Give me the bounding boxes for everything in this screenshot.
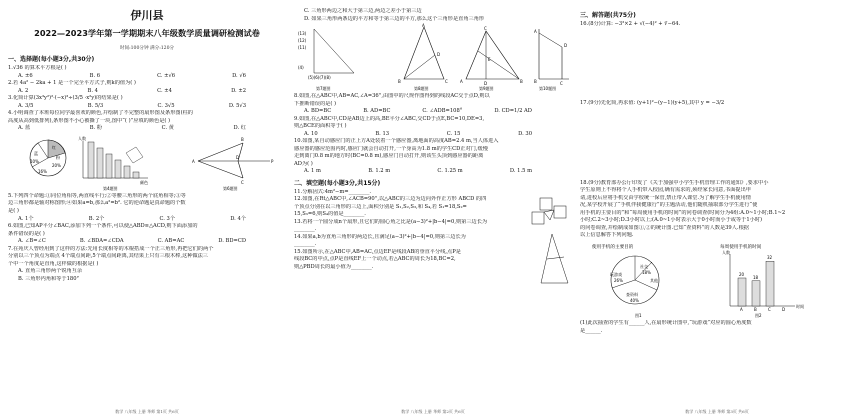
q18-line5: 用手机的主要目的”和“每周使用手机的时间”的问卷调查(时间分为4组:A.0~1小时;B.1~2 xyxy=(580,209,786,216)
q5-options xyxy=(8,216,286,224)
point-label: C xyxy=(445,79,448,85)
bar xyxy=(133,172,139,178)
bar xyxy=(88,142,94,178)
q5: 5.下列四个命题:①同位角相等,两直线平行;②等腰三角形的两个底角相等;③等 xyxy=(8,192,186,199)
q10-line2: 感应器的感应范围内时,感应门就会自动打开,一个身高为1.8 m的学生CD正对门,缓慢 xyxy=(294,145,488,152)
option: A. BD=BC xyxy=(304,108,332,115)
q15-line3: 则△PBD周长的最小值为________. xyxy=(294,263,374,270)
bar-ylabel: 人数 xyxy=(722,250,730,255)
option: B. 13 xyxy=(375,130,390,137)
exam-title: 2022—2023学年第一学期期末八年级数学质量调研检测试卷 xyxy=(34,27,260,38)
option: D. 1.5 m xyxy=(509,168,532,175)
q14: 14.如果a,b为直角三角形的两边长,且满足(a−3)²+|b−4|=0,则第三边长为 xyxy=(294,233,466,240)
option: D. 5√3 xyxy=(228,102,246,109)
point-label: D xyxy=(236,154,240,160)
page-footer: 数学 八年级 上册 华师 第3页 共6页 xyxy=(685,409,749,415)
point-label: B xyxy=(398,79,401,85)
option: B. 4 xyxy=(87,87,98,94)
fig1-caption: 图1 xyxy=(635,313,642,318)
q4: 4.小明调查了本班每位同学最喜欢的颜色,并绘制了不完整的扇形图及条形图(柱的 xyxy=(8,110,193,117)
fig10-caption: 第10题图 xyxy=(539,86,557,92)
option: B. 粉 xyxy=(89,125,103,132)
q18-figures xyxy=(580,240,854,320)
section-answer: 三、解答题(共75分) xyxy=(580,12,636,19)
q18-line6: 小时;C.2~3小时;D.3小时以上;(A.0~1小时表示大于0小时而小于或等于1小时) xyxy=(580,217,763,224)
option: C. 3√5 xyxy=(157,102,175,109)
knot-label: (13) xyxy=(298,31,307,37)
option: D. 4个 xyxy=(230,215,246,222)
q4-options xyxy=(8,125,286,133)
q8-line2: 下推断错误的是( ) xyxy=(294,100,337,107)
section-fill: 二、填空题(每小题3分,共15分) xyxy=(294,179,381,187)
q6-options xyxy=(8,238,286,246)
chart1-title: 使用手机的主要目的 xyxy=(592,245,634,250)
bar-value-label: 20 xyxy=(739,272,745,277)
page-footer: 数学 八年级 上册 华师 第2页 共6页 xyxy=(401,409,465,415)
county-title: 伊川县 xyxy=(130,9,164,22)
bar-xlabel: 时间 xyxy=(796,304,804,309)
page-footer: 数学 八年级 上册 华师 第1页 共6页 xyxy=(115,409,179,415)
q10-options xyxy=(294,168,572,176)
bar-xlabel: 颜色 xyxy=(140,179,148,185)
point-label: C xyxy=(560,81,563,87)
bar-category-label: B xyxy=(754,307,757,312)
fig4-caption: 第4题图 xyxy=(103,185,118,191)
option: A. ±6 xyxy=(18,72,33,79)
q7-option-b: B. 三角形内角和等于180° xyxy=(18,275,80,282)
option: A. 10 xyxy=(304,130,318,137)
q6-line2: 条件错误的是( ) xyxy=(8,230,45,237)
knot-label: (12) xyxy=(298,38,307,44)
q10-line4: AD为( ) xyxy=(294,160,313,167)
q13: 13.若将一个圆分成n个扇形,且它们的圆心角之比是(a−3)²+|b−4|=0,则第三边长为 xyxy=(294,218,488,225)
q17-workspace xyxy=(580,108,854,180)
pie-label: 26% xyxy=(614,278,623,283)
bar xyxy=(766,261,774,306)
q14-line2: ________. xyxy=(294,241,317,248)
option: C. AB=AC xyxy=(157,238,185,245)
q12-line3: 15,S₃=6,则S₄的值是________. xyxy=(294,211,366,218)
q9: 9.如图,在△ABC中,CD是AB边上的高,BE平分∠ABC,交CD于点E,BC=10,DE=3, xyxy=(294,115,485,122)
option: D. BD=CD xyxy=(218,238,246,245)
squares-figure-12 xyxy=(528,196,572,226)
q1-options xyxy=(8,73,286,81)
column-3 xyxy=(580,0,854,420)
q18-line4: 况,某学校开展了“手机伴我健康行”的主题活动,他们随机抽取部分学生进行“使 xyxy=(580,202,758,209)
point-label: P xyxy=(271,158,274,164)
point-label: A xyxy=(534,29,537,35)
q2-options xyxy=(8,88,286,96)
pie-label: 其他 xyxy=(650,278,658,283)
pie-label: 18% xyxy=(642,270,651,275)
q7-line2: 分别以三个顶点为端点 4个端点间距,5个端点间距离,其结果上只有三根木棒,这种做法三 xyxy=(8,253,208,260)
knot-label: (5)(6)(7)(8) xyxy=(308,75,331,81)
pie-label: 玩游戏 xyxy=(610,272,622,277)
q11: 11.分解因式:4m²−m=________. xyxy=(294,188,372,195)
q7-line3: 个中一个角度是直角,这样做的根据是( ) xyxy=(8,260,99,267)
bar-ylabel: 人数 xyxy=(78,135,86,141)
q17: 17.(9分)先化简,再求值: (y+1)²−(y−1)(y+5),其中 y = −3/2 xyxy=(580,100,725,107)
q3-options xyxy=(8,103,286,111)
option: C. 3个 xyxy=(159,215,176,222)
option: D. 30 xyxy=(518,130,532,137)
q5-line2: 边三角形都是轴对称图形;④如果a=b,那么a²=b². 它的逆命题是真命题的个数 xyxy=(8,200,186,207)
point-label: C xyxy=(241,179,244,185)
q8: 8.如图,在△ABC中,AB=AC,∠A=36°,由图中的尺规作图得到的线段AC交于点D,则以 xyxy=(294,93,490,100)
q10-line3: 走到离门0.8 m的地方时(BC=0.8 m),感应门自动打开,则该生头顶到感应器的距离 xyxy=(294,153,484,160)
bar xyxy=(124,166,130,178)
bar-figure-18 xyxy=(722,249,804,312)
point-label: E xyxy=(488,57,491,63)
option: A. 3/5 xyxy=(18,102,34,109)
point-label: D xyxy=(437,52,441,58)
option: A. 1个 xyxy=(18,215,34,222)
option: B. 1.2 m xyxy=(368,168,391,175)
point-label: A xyxy=(192,158,195,164)
bar xyxy=(106,154,112,178)
knot-figure-7 xyxy=(298,29,354,80)
q9-options xyxy=(294,131,572,139)
fig7-caption: 第7题图 xyxy=(316,86,331,92)
option: B. 5/3 xyxy=(87,102,104,109)
fig8-caption: 第8题图 xyxy=(414,86,429,92)
q18-line7: 的问卷调查,并绘制成如图①,②的统计图.已知“查资料”的人数是39人.根据 xyxy=(580,224,749,231)
option: C. ±4 xyxy=(157,87,172,94)
option: A. ∠B=∠C xyxy=(18,238,46,245)
q2: 2.若 4a² − 2ka + 1 是一个完全平方式子,则k的值为( ) xyxy=(8,80,136,87)
q1: 1.√36 的算术平方根是( ) xyxy=(8,65,67,72)
q13-line2: ________. xyxy=(294,226,317,233)
triangle-figure-8 xyxy=(398,23,448,84)
option: A. 1 m xyxy=(304,168,321,175)
bar-series xyxy=(738,255,785,312)
q3: 3.化简计算(3x³y²)²·(−x)³÷(3/5 ·x²y)的结果是( ) xyxy=(8,95,123,102)
point-label: A xyxy=(422,23,425,29)
fig9-caption: 第9题图 xyxy=(479,86,494,92)
option: B. ∠BDA=∠CDA xyxy=(79,238,124,245)
option: C. 1.25 m xyxy=(437,168,463,175)
column-2 xyxy=(294,0,572,420)
bar-category-label: A xyxy=(740,307,743,312)
fig6-caption: 第6题图 xyxy=(223,185,238,191)
bar xyxy=(738,278,746,306)
pie-figure-18 xyxy=(610,256,659,304)
q12-line2: 个顶点分别在以三角形的三边上,面积分别是 S₁,S₂,S₃,和 S₄,若 S₁=18,S₂= xyxy=(294,203,467,210)
q4-q6-figures xyxy=(8,133,286,193)
pie-label: 16% xyxy=(38,168,47,174)
knot-label: (4) xyxy=(298,65,304,71)
pie-label: 社交 xyxy=(640,264,648,269)
option: A. 2 xyxy=(18,87,29,94)
pie-label: 40% xyxy=(630,298,639,303)
figure-svg xyxy=(8,133,286,193)
point-label: B xyxy=(534,79,537,85)
point-label: C xyxy=(484,26,487,32)
q8-options xyxy=(294,108,572,116)
bar-category-label: D xyxy=(782,307,786,312)
point-label: A xyxy=(460,79,463,85)
q15-line2: 线段BC的中点,点P是直线EF上一个动点,若△ABC的周长为18,BC=2, xyxy=(294,256,456,263)
door-figure-10 xyxy=(534,29,569,86)
pie-label: 蓝 xyxy=(34,150,38,156)
q6: 6.如图,已知AP平分∠BAC,添加下列一个条件,可以使△ABD≌△ACD,则下面添加的 xyxy=(8,223,198,230)
q18-line2: 学生原则上不得将个人手机带入校园,确有需求的,须经家长同意,书面提出申 xyxy=(580,187,751,194)
figure-svg xyxy=(294,23,572,93)
point-label: B xyxy=(520,79,523,85)
pie-label: 红 xyxy=(52,144,56,150)
point-label: B xyxy=(241,136,244,142)
triangle-figure-6 xyxy=(192,137,274,185)
option: C. ∠ADB=108° xyxy=(422,108,463,115)
q7: 7.在苑庆人曾经用到了这样的方法:先用长度相等的木棍搭成一个正三角形,再把它们的两个 xyxy=(8,245,214,252)
pie-label: 粉 xyxy=(56,154,60,160)
q7-option-d: D. 如果三角形两条边的平方和等于第三边的平方,那么这个三角形是直角三角形 xyxy=(304,15,485,22)
option: B. 2个 xyxy=(88,215,105,222)
column-1 xyxy=(8,0,286,420)
bar xyxy=(752,281,760,306)
q7-q10-figures xyxy=(294,23,572,93)
chart2-title: 每周使用手机的时间 xyxy=(720,245,762,250)
q12-block xyxy=(294,196,572,219)
q18-line8: 以上信息解答下列问题. xyxy=(580,232,634,239)
torn-piece xyxy=(126,147,143,163)
bar-value-label: 18 xyxy=(753,274,759,280)
q16: 16.(8分)计算: −3²×2 + √(−4)² + ∛−64. xyxy=(580,20,681,27)
q9-line2: 则△BCE的面积等于( ) xyxy=(294,123,347,130)
option: C. 黄 xyxy=(161,125,174,132)
bar-figure xyxy=(78,135,148,185)
point-label: D xyxy=(484,81,488,87)
pie-label: 10% xyxy=(30,158,39,164)
q7-option-c: C. 三角形两边之和大于第三边,两边之差小于第三边 xyxy=(304,8,422,14)
pie-figure xyxy=(30,140,66,176)
bar-value-label: 32 xyxy=(767,255,773,261)
pie-label: 20% xyxy=(52,162,61,168)
option: D. ±2 xyxy=(231,87,246,94)
bar xyxy=(97,148,103,178)
option: D. CD=1/2 AD xyxy=(494,108,532,115)
triangle-figure-9 xyxy=(460,26,523,86)
q15-block xyxy=(294,249,572,272)
bar-category-label: C xyxy=(768,307,771,312)
option: B. AD=BC xyxy=(363,108,391,115)
exam-meta: 时间:100分钟 满分:120分 xyxy=(119,45,175,51)
q5-line3: 是( ) xyxy=(8,208,19,215)
option: C. 15 xyxy=(446,130,461,137)
q10: 10.如图,某自动感应门的正上方A处装着一个感应器,离地面的高度AB=2.4 m,当人体进入 xyxy=(294,138,499,145)
fig2-caption: 图2 xyxy=(755,313,762,318)
q7-option-a: A. 直角三角形两个锐角互余 xyxy=(18,268,83,275)
q4-line2: 高度从高到低排列),条形图不小心被撕了一块,图中“( )”应填的颜色是( ) xyxy=(8,117,171,124)
bar xyxy=(115,160,121,178)
point-label: D xyxy=(564,43,568,49)
option: D. √6 xyxy=(232,72,246,79)
q18-line3: 请,进校后应将手机交由学校统一保管,禁止带入课堂.为了解学生手机使用情 xyxy=(580,194,751,201)
knot-label: (11) xyxy=(298,45,307,51)
q18: 18.(9分)教育部办公厅印发了《关于加强中小学生手机管理工作的通知》,要求中小 xyxy=(580,179,769,186)
q15: 15.如图所示,在△ABC中,AB=AC,点边EF是线段AB的垂直平分线,点P是 xyxy=(294,248,461,255)
section-choice: 一、选择题(每小题3分,共30分) xyxy=(8,56,95,64)
figure-svg xyxy=(580,240,854,320)
option: C. ±√6 xyxy=(157,72,176,79)
option: D. 红 xyxy=(233,125,246,132)
option: B. 6 xyxy=(89,72,101,79)
q12: 12.如图,在Rt△ABC中,∠ACB=90°,以△ABC的三边为边向外作正方形 ABCD 的四 xyxy=(294,196,487,203)
q16-workspace xyxy=(580,28,854,100)
triangle-figure-15 xyxy=(538,231,572,287)
q18-part1: (1)此次抽查的学生有______人,在扇形统计图中,“玩游戏”对应的圆心角度数 xyxy=(580,320,752,326)
option: A. 蓝 xyxy=(18,125,31,132)
pie-label: 查资料 xyxy=(626,292,638,297)
q18-part1-line2: 是______. xyxy=(580,327,603,334)
